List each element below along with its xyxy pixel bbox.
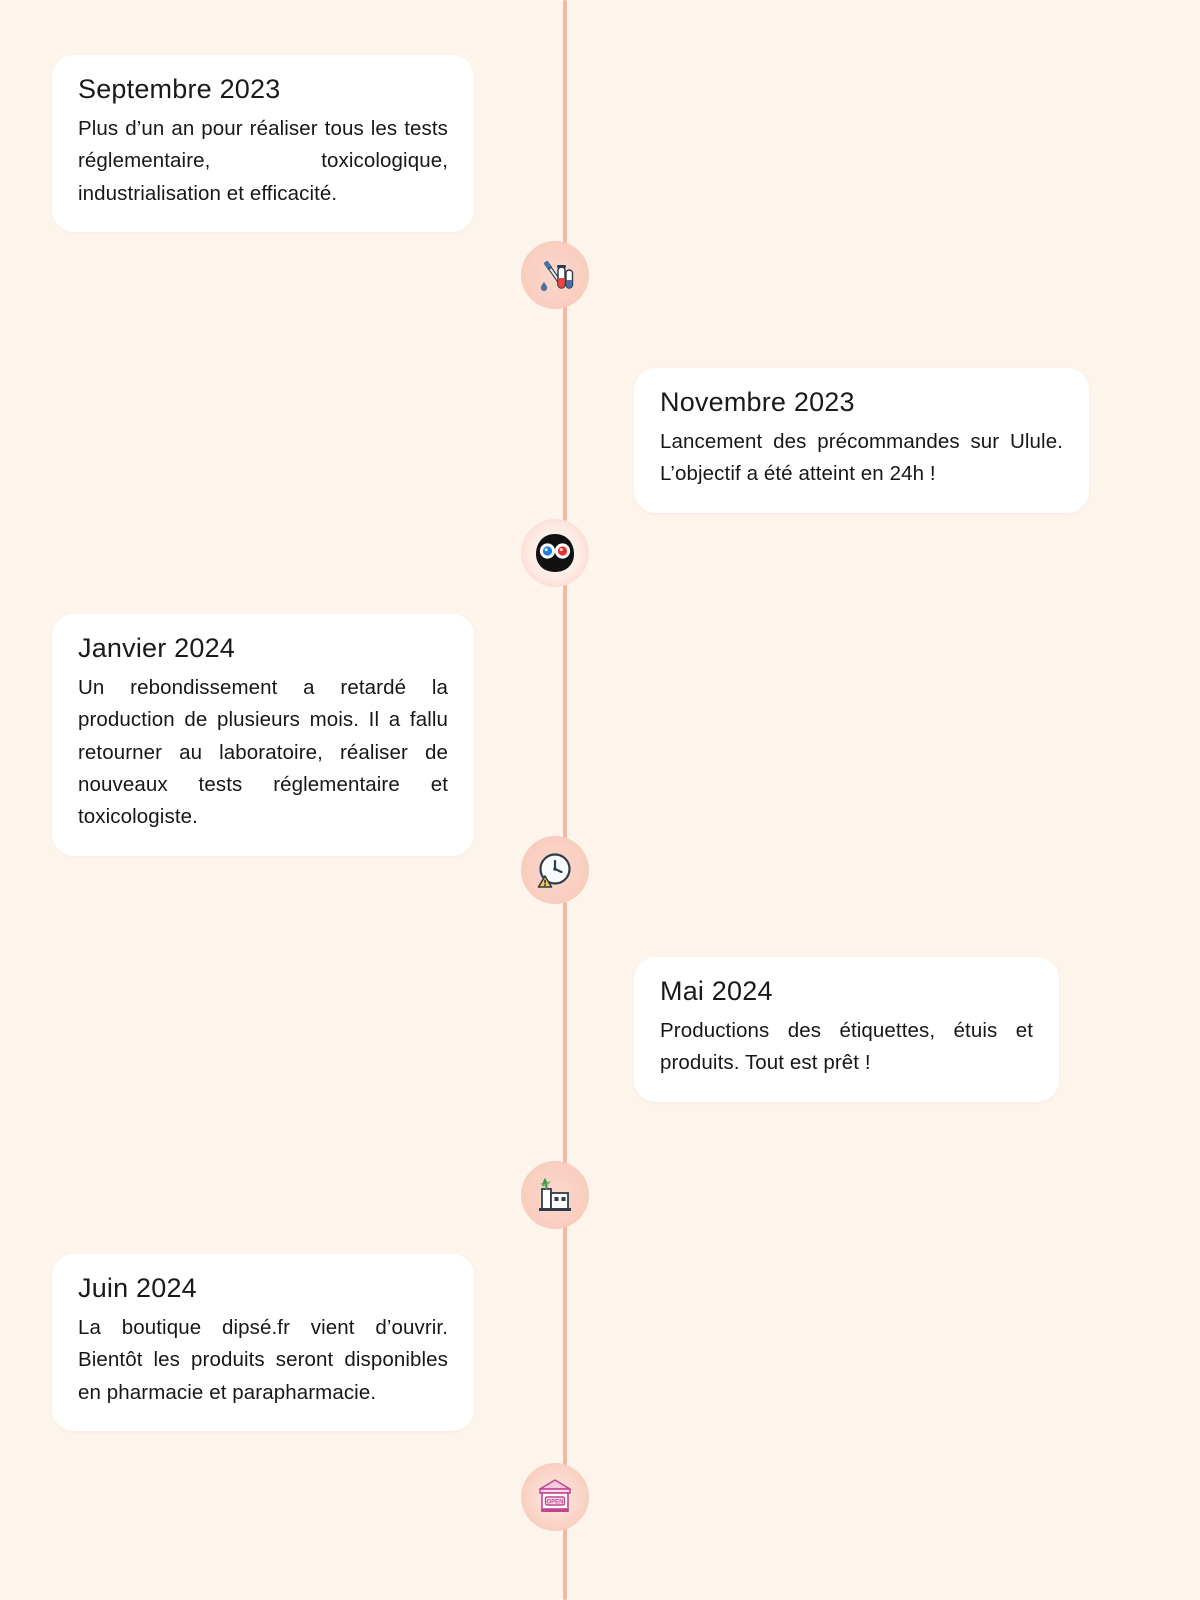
timeline-spine <box>563 0 567 1600</box>
timeline-card-body: Un rebondissement a retardé la production de plusieurs mois. Il a fallu retourner au laboratoire, réaliser de nouveaux tests réglementaire et toxicologiste. <box>78 675 448 829</box>
timeline-node-nov-2023 <box>521 519 589 587</box>
timeline-card-body: Plus d’un an pour réaliser tous les tests réglementaire, toxicologique, industrialisation et efficacité. <box>78 116 448 205</box>
clock-warning-icon <box>533 848 577 892</box>
timeline-card-title: Mai 2024 <box>660 976 773 1006</box>
timeline-card-body: La boutique dipsé.fr vient d’ouvrir. Bientôt les produits seront disponibles en pharmacie et parapharmacie. <box>78 1315 448 1404</box>
timeline-card-title: Septembre 2023 <box>78 74 281 104</box>
factory-icon <box>533 1175 577 1215</box>
timeline-card-sept-2023 <box>52 55 474 232</box>
test-tubes-icon <box>534 254 576 296</box>
timeline-card-mai-2024 <box>634 957 1059 1102</box>
timeline-node-juin-2024 <box>521 1463 589 1531</box>
timeline-node-sept-2023 <box>521 241 589 309</box>
timeline-card-body: Lancement des précommandes sur Ulule. L’objectif a été atteint en 24h ! <box>660 429 1063 486</box>
ulule-owl-icon <box>531 531 579 575</box>
timeline-node-janv-2024 <box>521 836 589 904</box>
timeline-card-juin-2024 <box>52 1254 474 1431</box>
timeline-card-title: Novembre 2023 <box>660 387 855 417</box>
timeline-card-title: Juin 2024 <box>78 1273 197 1303</box>
open-sign-text: OPEN <box>546 1499 564 1506</box>
open-shop-icon <box>532 1476 578 1518</box>
timeline-card-janv-2024 <box>52 614 474 856</box>
timeline-card-title: Janvier 2024 <box>78 633 236 663</box>
timeline-card-body: Productions des étiquettes, étuis et produits. Tout est prêt ! <box>660 1018 1033 1075</box>
timeline-card-nov-2023 <box>634 368 1089 513</box>
timeline-node-mai-2024 <box>521 1161 589 1229</box>
